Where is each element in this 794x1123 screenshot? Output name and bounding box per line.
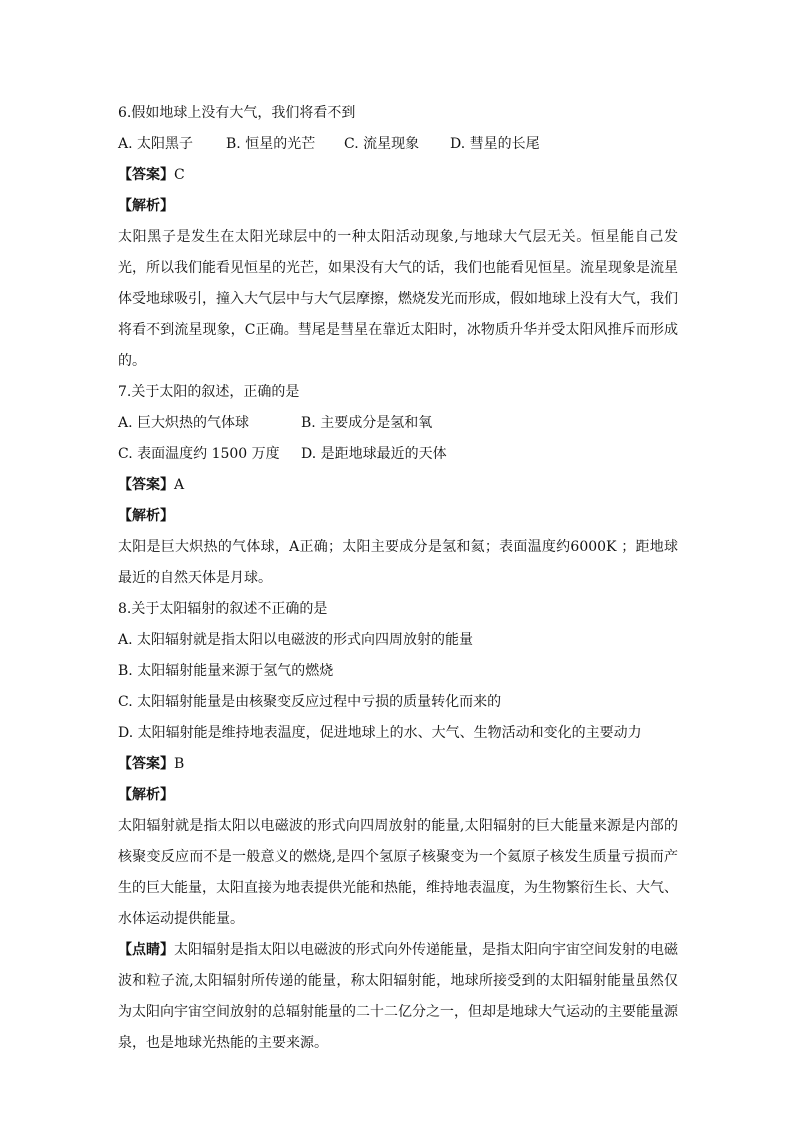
q6-answer — [118, 160, 678, 191]
q8-note-label: 【点睛】 — [118, 942, 174, 958]
q7-analysis-label: 【解析】 — [118, 508, 174, 524]
q8-answer-value: B — [174, 756, 185, 772]
q7-answer — [118, 470, 678, 501]
q8-option-d: D. 太阳辐射能是维持地表温度，促进地球上的水、大气、生物活动和变化的主要动力 — [118, 725, 642, 741]
q8-question: 8.关于太阳辐射的叙述不正确的是 — [118, 601, 328, 617]
q7-question: 7.关于太阳的叙述，正确的是 — [118, 384, 300, 400]
q7-option-d: D. 是距地球最近的天体 — [301, 446, 447, 462]
q7-answer-value: A — [174, 477, 185, 493]
q8-answer-label: 【答案】 — [118, 756, 174, 772]
q8-analysis-label: 【解析】 — [118, 787, 174, 803]
q6-answer-label: 【答案】 — [118, 167, 174, 183]
q7-option-c: C. 表面温度约 1500 万度 — [118, 446, 280, 462]
q7-answer-label: 【答案】 — [118, 477, 174, 493]
q6-option-a: A. 太阳黑子 — [118, 136, 194, 152]
q8-note — [118, 935, 678, 1059]
q8-note-text: 太阳辐射是指太阳以电磁波的形式向外传递能量，是指太阳向宇宙空间发射的电磁波和粒子流,太阳辐射所传递的能量，称太阳辐射能，地球所接受到的太阳辐射能量虽然仅为太阳向宇宙空间放射的总辐射能量的二十二亿分之一，但却是地球大气运动的主要能量源泉，也是地球光热能的主要来源。 — [118, 942, 678, 1051]
q6-analysis: 太阳黑子是发生在太阳光球层中的一种太阳活动现象,与地球大气层无关。恒星能自己发光，所以我们能看见恒星的光芒，如果没有大气的话，我们也能看见恒星。流星现象是流星体受地球吸引，撞入大气层中与大气层摩擦，燃烧发光而形成，假如地球上没有大气，我们将看不到流星现象，C正确。彗尾是彗星在靠近太阳时，冰物质升华并受太阳风推斥而形成的。 — [118, 229, 678, 369]
q7-options-row2 — [118, 439, 678, 470]
q6-options — [118, 129, 678, 160]
q8-option-b: B. 太阳辐射能量来源于氢气的燃烧 — [118, 663, 334, 679]
q8-option-c: C. 太阳辐射能量是由核聚变反应过程中亏损的质量转化而来的 — [118, 694, 502, 710]
q6-analysis-label: 【解析】 — [118, 198, 174, 214]
q6-answer-value: C — [174, 167, 185, 183]
document-page — [118, 98, 678, 1059]
q6-question: 6.假如地球上没有大气，我们将看不到 — [118, 105, 356, 121]
q6-option-d: D. 彗星的长尾 — [450, 136, 540, 152]
q7-analysis: 太阳是巨大炽热的气体球，A正确；太阳主要成分是氢和氦；表面温度约6000K ；距地球最近的自然天体是月球。 — [118, 539, 678, 586]
q8-analysis: 太阳辐射就是指太阳以电磁波的形式向四周放射的能量,太阳辐射的巨大能量来源是内部的核聚变反应而不是一般意义的燃烧,是四个氢原子核聚变为一个氦原子核发生质量亏损而产生的巨大能量，太阳直接为地表提供光能和热能，维持地表温度，为生物繁衍生长、大气、水体运动提供能量。 — [118, 818, 678, 927]
q8-option-a: A. 太阳辐射就是指太阳以电磁波的形式向四周放射的能量 — [118, 632, 474, 648]
q6-option-c: C. 流星现象 — [344, 136, 420, 152]
q7-options-row1 — [118, 408, 678, 439]
q6-option-b: B. 恒星的光芒 — [226, 136, 316, 152]
q7-option-b: B. 主要成分是氢和氧 — [301, 415, 433, 431]
q8-answer — [118, 749, 678, 780]
q7-option-a: A. 巨大炽热的气体球 — [118, 415, 250, 431]
